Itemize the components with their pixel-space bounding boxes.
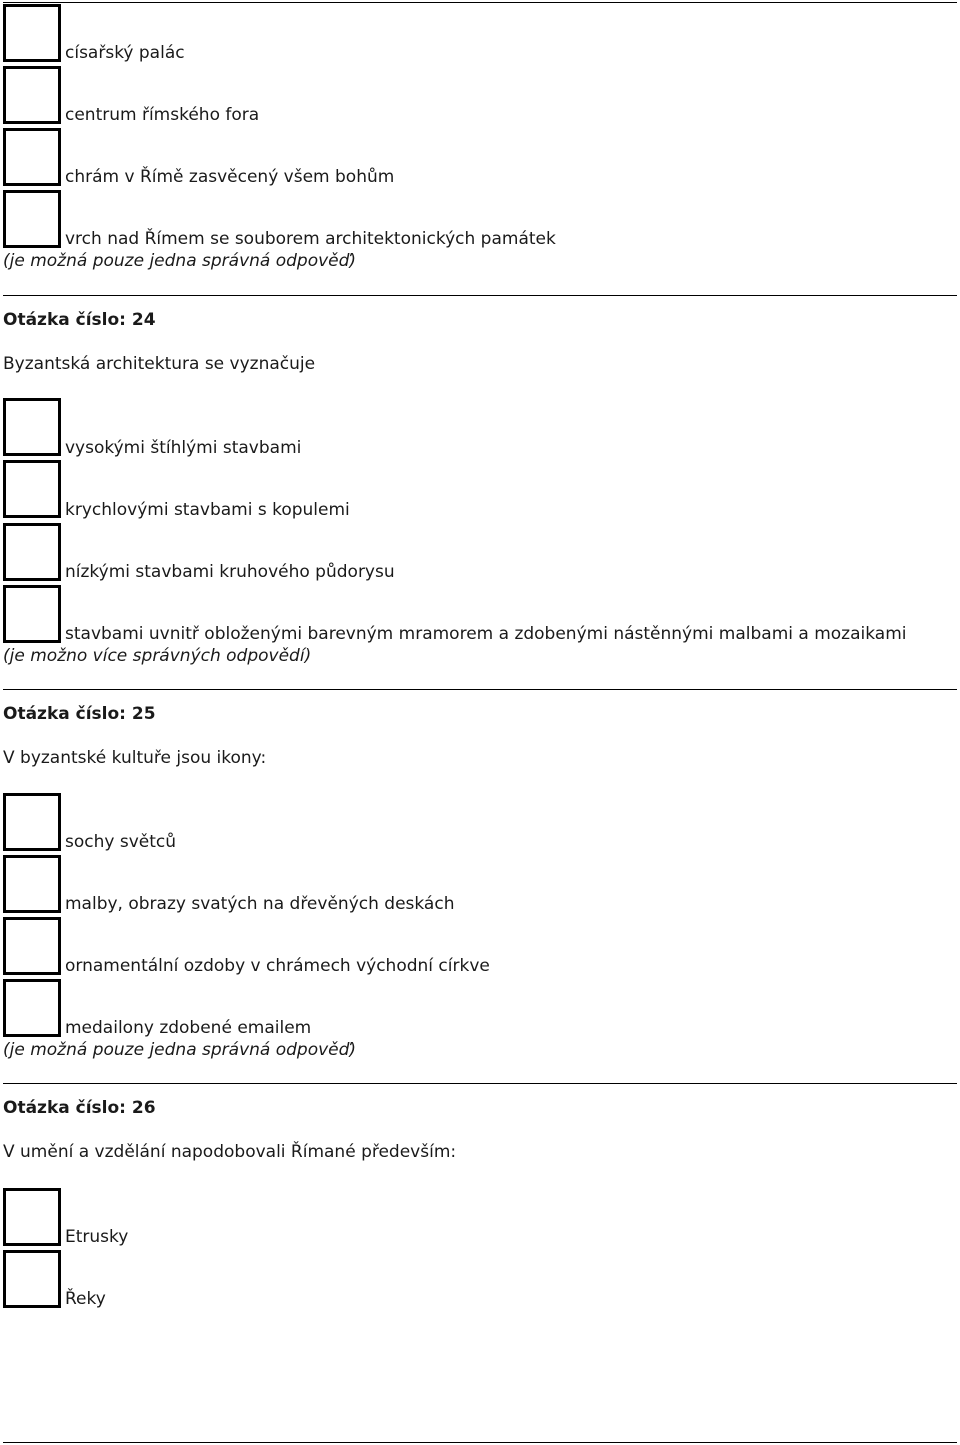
- answer-option-label: krychlovými stavbami s kopulemi: [65, 500, 350, 520]
- answer-option-label: nízkými stavbami kruhového půdorysu: [65, 562, 395, 582]
- answer-checkbox[interactable]: [3, 66, 61, 124]
- question-number: Otázka číslo: 26: [3, 1098, 156, 1118]
- answer-checkbox[interactable]: [3, 1188, 61, 1246]
- answer-option-label: stavbami uvnitř obloženými barevným mramorem a zdobenými nástěnnými malbami a mozaikami: [65, 624, 907, 644]
- question-divider: [3, 1083, 957, 1084]
- answer-checkbox[interactable]: [3, 793, 61, 851]
- answer-option-label: Etrusky: [65, 1227, 129, 1247]
- answer-checkbox[interactable]: [3, 585, 61, 643]
- answer-checkbox[interactable]: [3, 523, 61, 581]
- question-text: V byzantské kultuře jsou ikony:: [3, 748, 267, 768]
- answer-checkbox[interactable]: [3, 917, 61, 975]
- answer-option-label: císařský palác: [65, 43, 185, 63]
- answer-option-label: chrám v Římě zasvěcený všem bohům: [65, 167, 395, 187]
- question-divider: [3, 295, 957, 296]
- answer-option-label: vrch nad Římem se souborem architektonických památek: [65, 229, 556, 249]
- top-divider: [3, 2, 957, 3]
- answer-checkbox[interactable]: [3, 190, 61, 248]
- question-number: Otázka číslo: 24: [3, 310, 156, 330]
- answer-checkbox[interactable]: [3, 398, 61, 456]
- bottom-divider: [3, 1442, 957, 1443]
- answer-checkbox[interactable]: [3, 979, 61, 1037]
- answer-instruction-note: (je možno více správných odpovědí): [3, 646, 312, 666]
- answer-checkbox[interactable]: [3, 4, 61, 62]
- answer-option-label: malby, obrazy svatých na dřevěných deskách: [65, 894, 455, 914]
- answer-option-label: ornamentální ozdoby v chrámech východní církve: [65, 956, 490, 976]
- question-number: Otázka číslo: 25: [3, 704, 156, 724]
- question-text: Byzantská architektura se vyznačuje: [3, 354, 316, 374]
- answer-option-label: sochy světců: [65, 832, 177, 852]
- answer-option-label: vysokými štíhlými stavbami: [65, 438, 302, 458]
- answer-checkbox[interactable]: [3, 128, 61, 186]
- answer-checkbox[interactable]: [3, 1250, 61, 1308]
- answer-instruction-note: (je možná pouze jedna správná odpověď): [3, 251, 357, 271]
- answer-option-label: medailony zdobené emailem: [65, 1018, 312, 1038]
- answer-instruction-note: (je možná pouze jedna správná odpověď): [3, 1040, 357, 1060]
- question-divider: [3, 689, 957, 690]
- answer-checkbox[interactable]: [3, 855, 61, 913]
- question-text: V umění a vzdělání napodobovali Římané především:: [3, 1142, 457, 1162]
- answer-checkbox[interactable]: [3, 460, 61, 518]
- answer-option-label: Řeky: [65, 1289, 106, 1309]
- answer-option-label: centrum římského fora: [65, 105, 260, 125]
